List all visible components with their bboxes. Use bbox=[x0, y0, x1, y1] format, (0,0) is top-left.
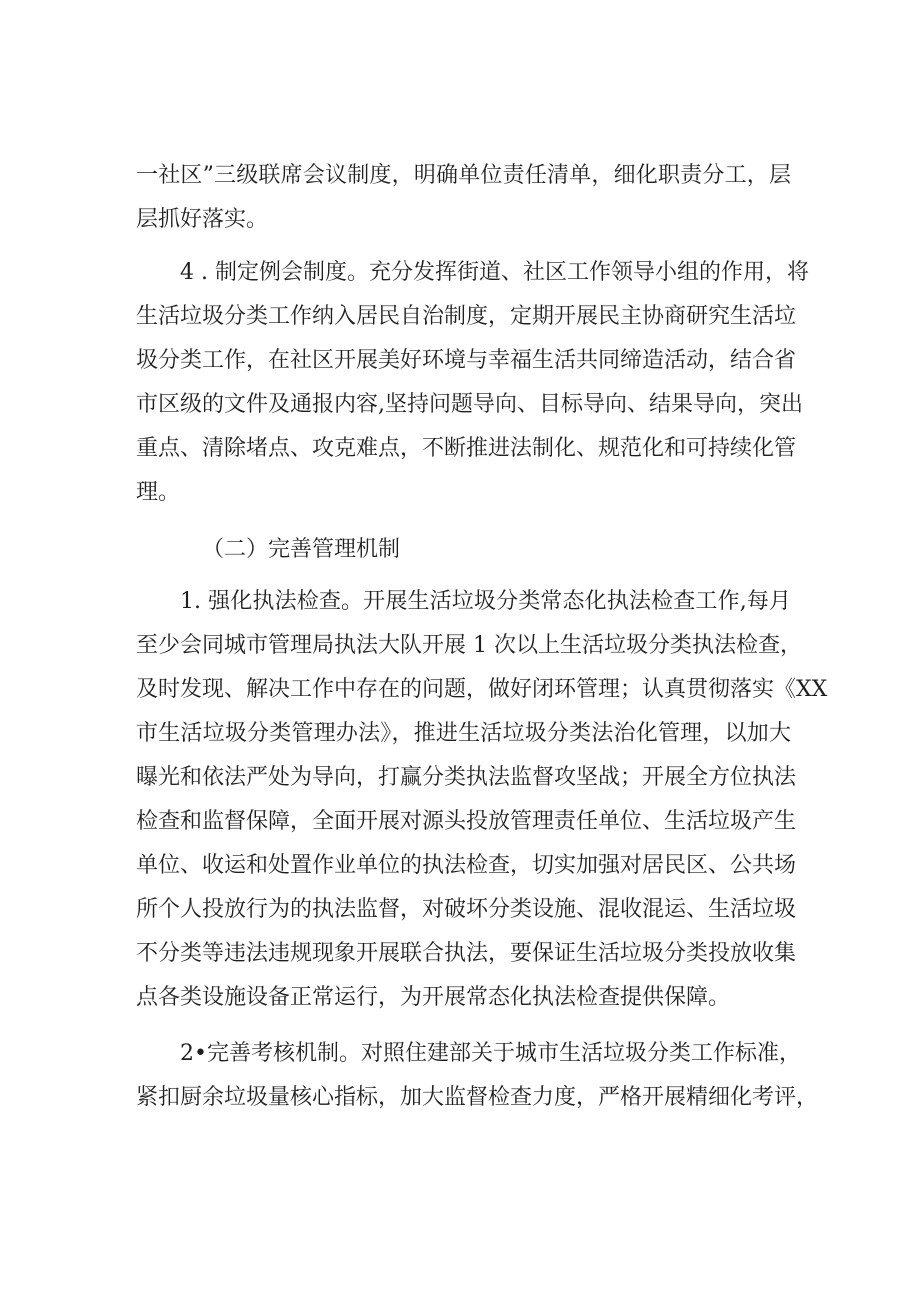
paragraph-line: 一社区”三级联席会议制度，明确单位责任清单，细化职责分工，层 bbox=[136, 163, 791, 188]
paragraph-line: 紧扣厨余垃圾量核心指标，加大监督检查力度，严格开展精细化考评， bbox=[136, 1085, 819, 1110]
paragraph-line: 2•完善考核机制。对照住建部关于城市生活垃圾分类工作标准， bbox=[180, 1041, 801, 1066]
paragraph-line: 圾分类工作，在社区开展美好环境与幸福生活共同缔造活动，结合省 bbox=[136, 348, 797, 373]
paragraph-line: 点各类设施设备正常运行，为开展常态化执法检查提供保障。 bbox=[136, 985, 731, 1010]
section-heading: （二）完善管理机制 bbox=[202, 537, 401, 562]
paragraph-line: 市生活垃圾分类管理办法》，推进生活垃圾分类法治化管理，以加大 bbox=[136, 721, 791, 746]
paragraph-line: 至少会同城市管理局执法大队开展 1 次以上生活垃圾分类执法检查， bbox=[136, 633, 802, 658]
paragraph-line: 理。 bbox=[136, 480, 181, 505]
paragraph-line: 重点、清除堵点、攻克难点，不断推进法制化、规范化和可持续化管 bbox=[136, 436, 797, 461]
paragraph-line: 不分类等违法违规现象开展联合执法，要保证生活垃圾分类投放收集 bbox=[136, 941, 797, 966]
paragraph-line: 单位、收运和处置作业单位的执法检查，切实加强对居民区、公共场 bbox=[136, 853, 797, 878]
paragraph-line: 及时发现、解决工作中存在的问题，做好闭环管理；认真贯彻落实《XX bbox=[136, 677, 828, 702]
paragraph-line: 4 . 制定例会制度。充分发挥街道、社区工作领导小组的作用，将 bbox=[180, 260, 809, 285]
paragraph-line: 曝光和依法严处为导向，打赢分类执法监督攻坚战；开展全方位执法 bbox=[136, 765, 797, 790]
paragraph-line: 市区级的文件及通报内容,坚持问题导向、目标导向、结果导向，突出 bbox=[136, 392, 803, 417]
paragraph-line: 所个人投放行为的执法监督，对破坏分类设施、混收混运、生活垃圾 bbox=[136, 897, 797, 922]
paragraph-line: 检查和监督保障，全面开展对源头投放管理责任单位、生活垃圾产生 bbox=[136, 809, 797, 834]
paragraph-line: 生活垃圾分类工作纳入居民自治制度，定期开展民主协商研究生活垃 bbox=[136, 304, 797, 329]
paragraph-line: 1. 强化执法检查。开展生活垃圾分类常态化执法检查工作,每月 bbox=[180, 589, 791, 614]
paragraph-line: 层抓好落实。 bbox=[136, 207, 269, 232]
